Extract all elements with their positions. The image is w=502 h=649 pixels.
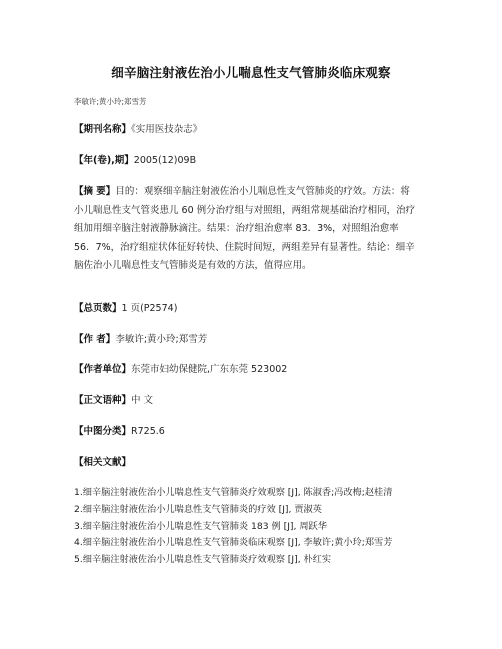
language-label: 【正文语种】	[74, 395, 132, 406]
pages-value: 1 页(P2574)	[121, 303, 178, 314]
classification-label: 【中图分类】	[74, 426, 132, 437]
related-heading	[74, 454, 476, 472]
abstract-block	[74, 183, 482, 276]
related-item[interactable]: 4.细辛脑注射液佐治小儿喘息性支气管肺炎临床观察 [J], 李敏许;黄小玲;郑雪芳	[74, 537, 393, 549]
affiliation-label: 【作者单位】	[74, 364, 132, 375]
abstract-line: 【摘 要】目的：观察细辛脑注射液佐治小儿喘息性支气管肺炎的疗效。方法：将	[74, 186, 410, 197]
classification-field	[74, 423, 476, 441]
abstract-line: 小儿喘息性支气管炎患儿 60 例分治疗组与对照组，两组常规基础治疗相同，治疗	[74, 204, 416, 216]
authors-value: 李敏许;黄小玲;郑雪芳	[115, 334, 208, 345]
authors-field	[74, 331, 476, 349]
author-line: 李敏许;黄小玲;郑雪芳	[74, 97, 147, 106]
related-item[interactable]: 3.细辛脑注射液佐治小儿喘息性支气管肺炎 183 例 [J], 周跃华	[74, 520, 327, 532]
abstract-line: 脑佐治小儿喘息性支气管肺炎是有效的方法，值得应用。	[74, 260, 312, 271]
language-field	[74, 392, 476, 410]
abstract-label: 【摘 要】	[74, 186, 116, 197]
affiliation-field	[74, 361, 476, 379]
article-title: 细辛脑注射液佐治小儿喘息性支气管肺炎临床观察	[111, 65, 391, 80]
related-item[interactable]: 5.细辛脑注射液佐治小儿喘息性支气管肺炎疗效观察 [J], 朴红实	[74, 554, 332, 566]
year-issue-field	[74, 152, 476, 170]
authors-label: 【作 者】	[74, 334, 116, 345]
language-value: 中 文	[131, 395, 154, 406]
classification-value: R725.6	[131, 426, 165, 437]
pages-field	[74, 300, 476, 318]
related-item[interactable]: 2.细辛脑注射液佐治小儿喘息性支气管肺炎的疗效 [J], 贾淑英	[74, 503, 322, 515]
year-issue-label: 【年(卷),期】	[74, 155, 134, 166]
related-list	[74, 485, 494, 569]
journal-field	[74, 121, 476, 139]
journal-label: 【期刊名称】	[74, 124, 132, 135]
abstract-line: 56．7%，治疗组症状体征好转快、住院时间短，两组差异有显著性。结论：细辛	[74, 241, 415, 253]
year-issue-value: 2005(12)09B	[133, 155, 197, 166]
related-label: 【相关文献】	[74, 457, 132, 468]
related-item[interactable]: 1.细辛脑注射液佐治小儿喘息性支气管肺炎疗效观察 [J], 陈淑香;冯改梅;赵桂清	[74, 487, 393, 498]
abstract-line: 组加用细辛脑注射液静脉滴注。结果：治疗组治愈率 83．3%，对照组治愈率	[74, 223, 399, 234]
journal-value: 《实用医技杂志》	[131, 124, 203, 135]
affiliation-value: 东莞市妇幼保健院,广东东莞 523002	[131, 364, 288, 375]
pages-label: 【总页数】	[74, 303, 122, 314]
